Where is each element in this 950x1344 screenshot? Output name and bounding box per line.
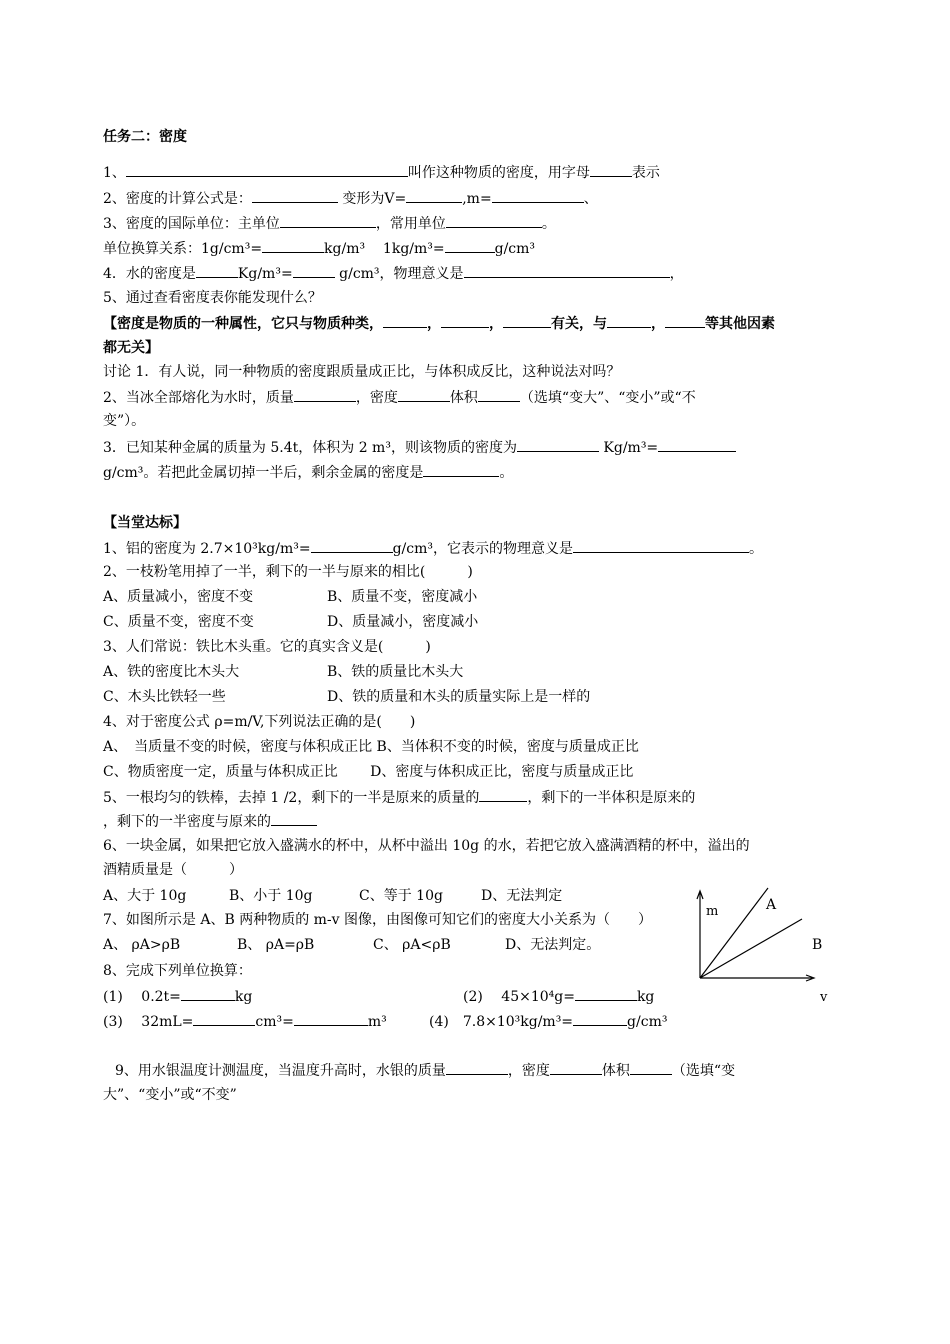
blank[interactable] — [293, 263, 335, 278]
blank[interactable] — [423, 462, 499, 477]
line-b — [700, 919, 802, 978]
blank[interactable] — [630, 1060, 672, 1075]
blank[interactable] — [464, 263, 670, 278]
p6-end: 酒精质量是（ ） — [103, 862, 243, 878]
option-a[interactable]: A、铁的密度比木头大 — [103, 664, 240, 680]
conv: 单位换算关系：1g/cm³= kg/m³ 1kg/m³= g/cm³ — [103, 238, 535, 259]
option-b[interactable]: B、小于 10g — [229, 888, 313, 904]
p6: 6、一块金属，如果把它放入盛满水的杯中，从杯中溢出 10g 的水，若把它放入盛满酒精的杯中，溢出的 — [103, 838, 750, 854]
blank[interactable] — [294, 1011, 368, 1026]
option-b[interactable]: B、质量不变，密度减小 — [327, 589, 478, 605]
option-d[interactable]: D、铁的质量和木头的质量实际上是一样的 — [327, 689, 591, 705]
p4-options-cd[interactable]: C、物质密度一定，质量与体积成正比 D、密度与体积成正比，密度与质量成正比 — [103, 764, 634, 780]
option-b[interactable]: B、 ρA=ρB — [237, 937, 315, 953]
blank[interactable] — [445, 238, 495, 253]
p4-options-ab[interactable]: A、 当质量不变的时候，密度与体积成正比 B、当体积不变的时候，密度与质量成正比 — [103, 739, 639, 755]
blank[interactable] — [665, 313, 705, 328]
blank[interactable] — [193, 1011, 255, 1026]
d3: 3．已知某种金属的质量为 5.4t，体积为 2 m³，则该物质的密度为 Kg/m³= — [103, 437, 736, 458]
blank[interactable] — [196, 263, 238, 278]
option-a[interactable]: A、 ρA>ρB — [103, 937, 181, 953]
blank[interactable] — [575, 986, 637, 1001]
blank[interactable] — [441, 313, 489, 328]
blank[interactable] — [479, 787, 527, 802]
option-c[interactable]: C、木头比铁轻一些 — [103, 689, 226, 705]
p9-end: 大”、“变小”或“不变” — [103, 1087, 237, 1103]
d2: 2、当冰全部熔化为水时，质量 ，密度 体积 （选填“变大”、“变小”或“不 — [103, 387, 696, 408]
q5: 5、通过查看密度表你能发现什么？ — [103, 290, 322, 306]
p5-end: ，剩下的一半密度与原来的 — [103, 811, 317, 832]
blank[interactable] — [294, 387, 356, 402]
q2: 2、密度的计算公式是： 变形为V= ,m= 、 — [103, 188, 598, 209]
blank[interactable] — [573, 538, 749, 553]
line-b-label: B — [812, 937, 823, 953]
p1: 1、铝的密度为 2.7×10³kg/m³= g/cm³，它表示的物理意义是 。 — [103, 538, 763, 559]
p3-question: 3、人们常说：铁比木头重。它的真实含义是( ) — [103, 639, 431, 655]
option-a[interactable]: A、质量减小，密度不变 — [103, 589, 254, 605]
axis-label-m: m — [706, 904, 719, 919]
blank[interactable] — [271, 811, 317, 826]
blank[interactable] — [383, 313, 427, 328]
d1: 讨论 1．有人说，同一种物质的密度跟质量成正比，与体积成反比，这种说法对吗？ — [103, 364, 621, 380]
p7-question: 7、如图所示是 A、B 两种物质的 m-v 图像，由图像可知它们的密度大小关系为（ ） — [103, 912, 653, 928]
blank[interactable] — [573, 1011, 627, 1026]
blank[interactable] — [181, 986, 235, 1001]
blank[interactable] — [658, 437, 736, 452]
line-a — [700, 888, 768, 978]
p5: 5、一根均匀的铁棒，去掉 1 /2，剩下的一半是原来的质量的 ，剩下的一半体积是原来的 — [103, 787, 695, 808]
axis-label-v: v — [820, 990, 828, 1005]
blank[interactable] — [262, 238, 324, 253]
p4-question: 4、对于密度公式 ρ=m/V,下列说法正确的是( ) — [103, 714, 416, 730]
blank[interactable] — [590, 162, 632, 177]
blank[interactable] — [446, 1060, 508, 1075]
d2-end: 变”）。 — [103, 413, 146, 429]
p8-question: 8、完成下列单位换算： — [103, 963, 252, 979]
task-title: 任务二：密度 — [103, 129, 187, 145]
option-c[interactable]: C、 ρA<ρB — [373, 937, 451, 953]
blank[interactable] — [446, 213, 542, 228]
line-a-label: A — [766, 897, 777, 913]
blank[interactable] — [492, 188, 584, 203]
q4: 4．水的密度是 Kg/m³= g/cm³，物理意义是 ， — [103, 263, 684, 284]
blank[interactable] — [280, 213, 376, 228]
option-d[interactable]: D、无法判定。 — [505, 937, 601, 953]
option-b[interactable]: B、铁的质量比木头大 — [327, 664, 464, 680]
summary: 【密度是物质的一种属性，它只与物质种类， ， ， 有关，与 ， 等其他因素 — [103, 313, 848, 334]
d3-end: g/cm³。若把此金属切掉一半后，剩余金属的密度是 。 — [103, 462, 513, 483]
p2-question: 2、一枝粉笔用掉了一半，剩下的一半与原来的相比( ) — [103, 564, 473, 580]
p9: 9、用水银温度计测温度，当温度升高时，水银的质量 ，密度 体积 （选填“变 — [115, 1060, 735, 1081]
blank[interactable] — [126, 162, 408, 177]
option-c[interactable]: C、等于 10g — [359, 888, 443, 904]
q3: 3、密度的国际单位：主单位 ，常用单位 。 — [103, 213, 556, 234]
option-d[interactable]: D、质量减小，密度减小 — [327, 614, 479, 630]
m-v-graph — [690, 885, 850, 1010]
option-d[interactable]: D、无法判定 — [481, 888, 563, 904]
blank[interactable] — [478, 387, 520, 402]
blank[interactable] — [550, 1060, 602, 1075]
blank[interactable] — [311, 538, 393, 553]
blank[interactable] — [517, 437, 599, 452]
blank[interactable] — [503, 313, 551, 328]
q1: 1、 叫作这种物质的密度，用字母 表示 — [103, 162, 660, 183]
blank[interactable] — [607, 313, 651, 328]
blank[interactable] — [406, 188, 462, 203]
option-c[interactable]: C、质量不变，密度不变 — [103, 614, 254, 630]
summary-end: 都无关】 — [103, 340, 159, 356]
blank[interactable] — [252, 188, 338, 203]
section2-title: 【当堂达标】 — [103, 515, 187, 531]
blank[interactable] — [398, 387, 450, 402]
option-a[interactable]: A、大于 10g — [103, 888, 187, 904]
